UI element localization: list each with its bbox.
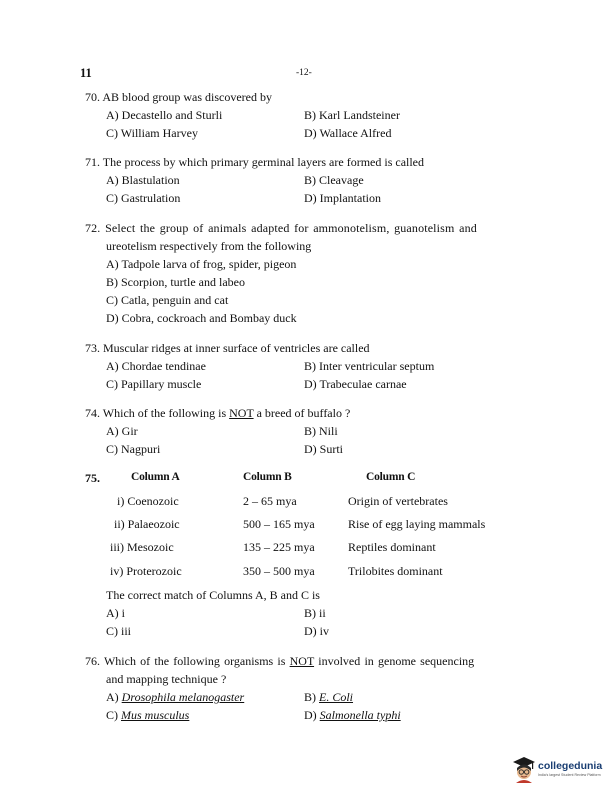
- column-a-header: Column A: [131, 471, 180, 483]
- brand-name: collegedunia: [538, 760, 603, 772]
- question-number: 71.: [85, 155, 100, 169]
- option-c: C) William Harvey: [106, 126, 198, 140]
- option-c: C) Gastrulation: [106, 191, 181, 205]
- organism-name: Salmonella typhi: [319, 708, 401, 722]
- table-cell-c: Reptiles dominant: [348, 540, 436, 554]
- question-prompt: The correct match of Columns A, B and C is: [106, 588, 320, 602]
- question-number: 70.: [85, 90, 100, 104]
- table-cell-a: ii) Palaeozoic: [114, 517, 180, 531]
- table-cell-a: i) Coenozoic: [117, 494, 179, 508]
- column-c-header: Column C: [366, 471, 416, 483]
- table-cell-b: 135 – 225 mya: [243, 540, 315, 554]
- option-c: C) Papillary muscle: [106, 377, 202, 391]
- question-number: 74.: [85, 406, 100, 420]
- option-b: B) Cleavage: [304, 173, 364, 187]
- question-text: Which of the following organisms is NOT involved in genome sequencing: [103, 654, 475, 668]
- option-a: A) Drosophila melanogaster: [106, 690, 245, 704]
- table-cell-c: Rise of egg laying mammals: [348, 517, 486, 531]
- question-text: Muscular ridges at inner surface of ventricles are called: [103, 341, 370, 355]
- option-d: D) Wallace Alfred: [304, 126, 392, 140]
- table-cell-b: 350 – 500 mya: [243, 564, 315, 578]
- option-b: B) Inter ventricular septum: [304, 359, 435, 373]
- organism-name: Mus musculus: [121, 708, 190, 722]
- option-d: D) Cobra, cockroach and Bombay duck: [106, 311, 297, 325]
- option-d: D) Salmonella typhi: [304, 708, 401, 722]
- question-text: Select the group of animals adapted for ammonotelism, guanotelism and: [105, 221, 477, 235]
- table-cell-a: iii) Mesozoic: [110, 540, 174, 554]
- option-d: D) Implantation: [304, 191, 381, 205]
- question-text-line2: and mapping technique ?: [106, 672, 227, 686]
- question-number: 73.: [85, 341, 100, 355]
- option-c: C) Nagpuri: [106, 442, 161, 456]
- table-cell-b: 500 – 165 mya: [243, 517, 315, 531]
- collegedunia-logo: [511, 755, 606, 785]
- question-number: 76.: [85, 654, 100, 668]
- question-text: Which of the following is NOT a breed of buffalo ?: [102, 406, 351, 420]
- emphasis-not: NOT: [229, 406, 254, 420]
- question-number: 72.: [85, 221, 101, 235]
- table-cell-c: Trilobites dominant: [348, 564, 443, 578]
- question-text: The process by which primary germinal layers are formed is called: [102, 155, 425, 169]
- option-d: D) Surti: [304, 442, 343, 456]
- organism-name: Drosophila melanogaster: [121, 690, 245, 704]
- graduate-avatar-icon: [511, 755, 537, 783]
- option-c: C) Mus musculus: [106, 708, 190, 722]
- option-d: D) Trabeculae carnae: [304, 377, 407, 391]
- option-a: A) Gir: [106, 424, 138, 438]
- question-text-line2: ureotelism respectively from the following: [106, 239, 312, 253]
- emphasis-not: NOT: [289, 654, 315, 668]
- option-b: B) Karl Landsteiner: [304, 108, 400, 122]
- table-cell-a: iv) Proterozoic: [110, 564, 182, 578]
- question-text: AB blood group was discovered by: [102, 90, 272, 104]
- option-b: B) Nili: [304, 424, 338, 438]
- option-a: A) Blastulation: [106, 173, 180, 187]
- page-number: -12-: [296, 68, 312, 78]
- option-a: A) i: [106, 606, 125, 620]
- option-b: B) E. Coli: [304, 690, 354, 704]
- column-b-header: Column B: [243, 471, 292, 483]
- option-d: D) iv: [304, 624, 329, 638]
- option-b: B) ii: [304, 606, 326, 620]
- option-c: C) iii: [106, 624, 132, 638]
- paper-code: 11: [80, 66, 92, 80]
- brand-tagline: India's largest Student Review Platform: [538, 773, 601, 777]
- option-a: A) Tadpole larva of frog, spider, pigeon: [106, 257, 297, 271]
- option-a: A) Decastello and Sturli: [106, 108, 223, 122]
- question-number: 75.: [85, 471, 100, 485]
- option-c: C) Catla, penguin and cat: [106, 293, 229, 307]
- table-cell-c: Origin of vertebrates: [348, 494, 448, 508]
- option-b: B) Scorpion, turtle and labeo: [106, 275, 245, 289]
- option-a: A) Chordae tendinae: [106, 359, 206, 373]
- organism-name: E. Coli: [319, 690, 354, 704]
- table-cell-b: 2 – 65 mya: [243, 494, 297, 508]
